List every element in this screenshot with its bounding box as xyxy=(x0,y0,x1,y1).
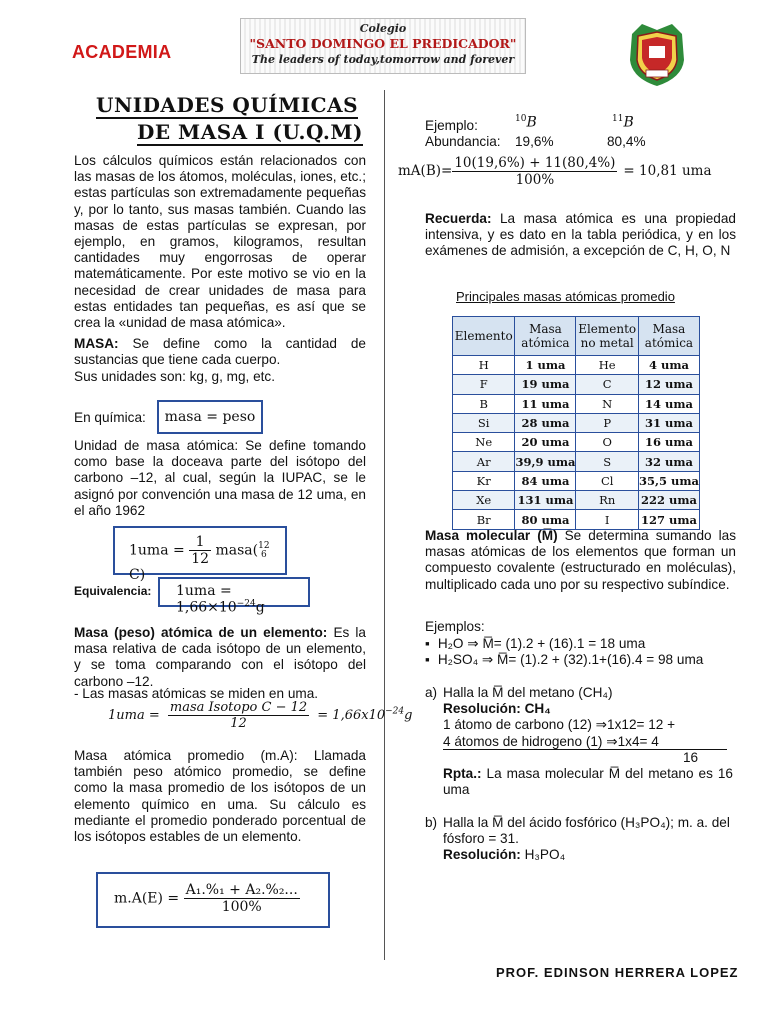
table-cell: 12 uma xyxy=(638,375,699,394)
table-cell: Si xyxy=(453,413,515,432)
mab-result: = 10,81 uma xyxy=(623,163,712,179)
question-a-line2: 4 átomos de hidrogeno (1) ⇒1x4= 4 xyxy=(443,733,659,749)
masa-molecular-text: Se determina sumando las masas atómicas de los elementos que forman un compuesto covalente (estructurado en moléculas), multiplicado cada uno por su respectivo subíndice. xyxy=(425,528,736,592)
table-cell: H xyxy=(453,356,515,375)
question-a xyxy=(443,685,743,750)
equivalencia-exp: −24 xyxy=(236,599,256,609)
abundancia-1: 19,6% xyxy=(515,134,554,149)
en-quimica-label: En química: xyxy=(74,410,146,425)
uma-formula-sup: 12 xyxy=(258,540,270,551)
uma-formula-num: 1 xyxy=(189,534,211,551)
masa-label: MASA: xyxy=(74,336,119,351)
column-divider xyxy=(384,90,385,960)
abundancia-label: Abundancia: xyxy=(425,134,501,149)
equivalencia-value: 1uma = 1,66×10 xyxy=(176,583,237,616)
table-cell: Ne xyxy=(453,433,515,452)
ejemplos-label: Ejemplos: xyxy=(425,619,485,634)
table-cell: Kr xyxy=(453,471,515,490)
b10-symbol: B xyxy=(526,114,537,131)
table-cell: C xyxy=(576,375,638,394)
mab-num: 10(19,6%) + 11(80,4%) xyxy=(454,155,616,171)
recuerda-label: Recuerda: xyxy=(425,211,492,226)
header-elemento: Elemento xyxy=(453,317,515,356)
ejemplo-label: Ejemplo: xyxy=(425,118,478,133)
b11-mass: 11 xyxy=(612,114,624,124)
promedio-num: A₁.%₁ + A₂.%₂... xyxy=(185,882,298,898)
iso-num: masa Isotopo C − 12 xyxy=(169,700,308,715)
list-item: ▪ H₂O ⇒ M̅= (1).2 + (16).1 = 18 uma xyxy=(425,636,745,652)
table-cell: 4 uma xyxy=(638,356,699,375)
footer-author: PROF. EDINSON HERRERA LOPEZ xyxy=(496,965,739,980)
banner-line-2: "SANTO DOMINGO EL PREDICADOR" xyxy=(249,36,517,51)
table-cell: 84 uma xyxy=(515,471,576,490)
resolucion-a-formula: CH₄ xyxy=(524,701,551,717)
masa-units: Sus unidades son: kg, g, mg, etc. xyxy=(74,369,275,384)
table-cell: 28 uma xyxy=(515,413,576,432)
table-cell: 19 uma xyxy=(515,375,576,394)
table-cell: Rn xyxy=(576,491,638,510)
table-cell: Br xyxy=(453,510,515,529)
header-elemento-no-metal: Elemento no metal xyxy=(576,317,638,356)
table-cell: Xe xyxy=(453,491,515,510)
list-item: ▪ H₂SO₄ ⇒ M̅= (1).2 + (32).1+(16).4 = 98 uma xyxy=(425,652,745,668)
table-row xyxy=(453,413,700,432)
table-cell: 31 uma xyxy=(638,413,699,432)
uma-formula-sub: 6 xyxy=(260,549,267,560)
iso-right: = 1,66x10 xyxy=(317,708,386,723)
abundancia-2: 80,4% xyxy=(607,134,646,149)
table-row xyxy=(453,471,700,490)
iso-den: 12 xyxy=(230,716,247,731)
promedio-definition: Masa atómica promedio (m.A): Llamada también peso atómico promedio, se define como la masa promedio de los isótopos de un elemento químico en uma. Su cálculo es mediante el promedio ponderado porcentual de los isótopos estables de un elemento. xyxy=(74,748,366,845)
masa-molecular-paragraph xyxy=(425,528,736,593)
title-line-2: DE MASA I (U.Q.M) xyxy=(137,120,363,144)
rpta-label: Rpta.: xyxy=(443,766,482,781)
resolucion-b-formula: H₃PO₄ xyxy=(524,847,566,863)
table-row xyxy=(453,433,700,452)
uma-definition: Unidad de masa atómica: Se define tomando como base la doceava parte del isótopo del carbono –12, al cual, según la IUPAC, se le asignó por convención una masa de 12 uma, en el año 1962 xyxy=(74,438,366,518)
table-cell: Ar xyxy=(453,452,515,471)
rpta-a xyxy=(443,766,733,798)
table-row xyxy=(453,452,700,471)
masa-atomica-text: Es la masa relativa de cada isótopo de un elemento, y se toma comparando con el isótopo del carbono –12. xyxy=(74,625,366,689)
uma-formula-left: 1uma = xyxy=(129,542,185,559)
uma-formula-end: C) xyxy=(129,567,146,583)
equivalencia-label: Equivalencia: xyxy=(74,584,152,598)
table-cell: N xyxy=(576,394,638,413)
school-crest-icon xyxy=(622,20,692,90)
promedio-left: m.A(E) = xyxy=(114,890,180,907)
b10-mass: 10 xyxy=(515,114,527,124)
table-cell: S xyxy=(576,452,638,471)
isotope-formula xyxy=(108,700,412,731)
isotope-b10 xyxy=(515,114,537,131)
question-b-text: Halla la M̅ del ácido fosfórico (H₃PO₄); m. a. del fósforo = 31. xyxy=(443,815,730,847)
table-title: Principales masas atómicas promedio xyxy=(456,289,675,304)
table-cell: 16 uma xyxy=(638,433,699,452)
recuerda-text: La masa atómica es una propiedad intensiva, y es dato en la tabla periódica, y en los exámenes de admisión, a excepción de C, H, O, N xyxy=(425,211,736,259)
mab-den: 100% xyxy=(515,172,555,188)
masa-definition xyxy=(74,336,366,368)
question-a-line1: 1 átomo de carbono (12) ⇒1x12= 12 + xyxy=(443,717,676,733)
table-cell: 14 uma xyxy=(638,394,699,413)
table-cell: F xyxy=(453,375,515,394)
uma-formula-box xyxy=(113,526,287,583)
table-cell: 222 uma xyxy=(638,491,699,510)
promedio-den: 100% xyxy=(221,899,262,915)
table-header-row xyxy=(453,317,700,356)
school-banner xyxy=(240,18,526,74)
table-cell: 127 uma xyxy=(638,510,699,529)
academia-label: ACADEMIA xyxy=(72,42,172,62)
table-cell: 35,5 uma xyxy=(638,471,699,490)
question-b-label: b) xyxy=(425,815,438,830)
uma-formula-den: 12 xyxy=(191,551,210,567)
table-cell: B xyxy=(453,394,515,413)
table-cell: O xyxy=(576,433,638,452)
b11-symbol: B xyxy=(623,114,634,131)
table-row xyxy=(453,491,700,510)
promedio-formula-box xyxy=(96,872,330,928)
header-masa-atomica: Masa atómica xyxy=(515,317,576,356)
banner-line-3: The leaders of today,tomorrow and forever xyxy=(251,53,515,66)
question-a-text: Halla la M̅ del metano (CH₄) xyxy=(443,685,613,700)
atomic-mass-table xyxy=(452,316,700,530)
table-cell: 1 uma xyxy=(515,356,576,375)
equivalencia-unit: g xyxy=(255,599,265,616)
question-b xyxy=(443,815,743,864)
masa-text: Se define como la cantidad de sustancias que tiene cada cuerpo. xyxy=(74,336,366,368)
title-line-1: UNIDADES QUÍMICAS xyxy=(96,93,359,117)
iso-exp: −24 xyxy=(385,706,405,717)
question-a-label: a) xyxy=(425,685,438,700)
mab-left: mA(B)= xyxy=(398,163,453,179)
table-row xyxy=(453,394,700,413)
mab-formula xyxy=(398,155,712,188)
masa-atomica-note: - Las masas atómicas se miden en uma. xyxy=(74,686,319,701)
masa-molecular-label: Masa molecular (M̅) xyxy=(425,528,558,543)
table-cell: I xyxy=(576,510,638,529)
intro-paragraph: Los cálculos químicos están relacionados con las masas de los átomos, moléculas, iones, etc.; estas partículas son extremadamente pequeñas y, por lo tanto, sus masas también. Cuando las masas de estas partículas se expresan, por ejemplo, en gramos, kilogramos, resultan cantidades muy engorrosas de operar matemáticamente. Por este motivo se vio en la necesidad de crear unidades de masa para estas entidades tan pequeñas, es así que se crea la «unidad de masa atómica». xyxy=(74,153,366,331)
masa-atomica-definition xyxy=(74,625,366,690)
table-cell: 20 uma xyxy=(515,433,576,452)
isotope-b11 xyxy=(612,114,634,131)
iso-left: 1uma = xyxy=(108,708,160,723)
table-row xyxy=(453,510,700,529)
resolucion-a-label: Resolución: xyxy=(443,701,521,717)
banner-line-1: Colegio xyxy=(359,22,407,35)
table-row xyxy=(453,375,700,394)
table-cell: P xyxy=(576,413,638,432)
equivalencia-box xyxy=(158,577,310,616)
masa-peso-box: masa = peso xyxy=(157,400,263,434)
table-cell: 32 uma xyxy=(638,452,699,471)
table-row xyxy=(453,356,700,375)
uma-formula-right: masa( xyxy=(215,542,259,559)
table-cell: 131 uma xyxy=(515,491,576,510)
ejemplos-list xyxy=(425,636,745,668)
masa-atomica-label: Masa (peso) atómica de un elemento: xyxy=(74,625,328,640)
recuerda-paragraph xyxy=(425,211,736,260)
resolucion-b-label: Resolución: xyxy=(443,847,521,863)
table-cell: He xyxy=(576,356,638,375)
table-cell: 39,9 uma xyxy=(515,452,576,471)
table-cell: 11 uma xyxy=(515,394,576,413)
table-cell: Cl xyxy=(576,471,638,490)
table-cell: 80 uma xyxy=(515,510,576,529)
header-masa-atomica-2: Masa atómica xyxy=(638,317,699,356)
question-a-total: 16 xyxy=(683,750,699,765)
iso-unit: g xyxy=(404,708,413,723)
rpta-text: La masa molecular M̅ del metano es 16 uma xyxy=(443,766,733,798)
